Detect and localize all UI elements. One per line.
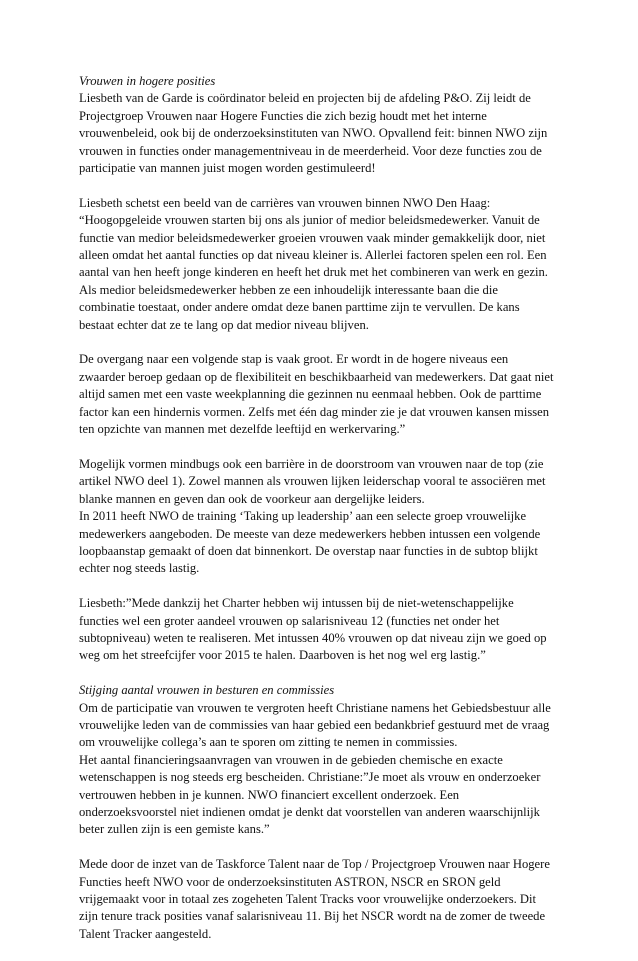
- text-line: onderzoeksvoorstel niet indienen omdat je denkt dat voorstellen van anderen waarschijnlijk: [79, 804, 540, 819]
- text-line: blanke mannen en geven dan ook de voorkeur aan dergelijke leiders.: [79, 491, 425, 506]
- text-line: Liesbeth:”Mede dankzij het Charter hebben wij intussen bij de niet-wetenschappelijke: [79, 596, 514, 611]
- text-line: zwaarder beroep gedaan op de flexibiliteit en beschikbaarheid van medewerkers. Dat gaat niet: [79, 369, 554, 384]
- text-line: In 2011 heeft NWO de training ‘Taking up leadership’ aan een selecte groep vrouwelijke: [79, 509, 527, 524]
- text-line: Projectgroep Vrouwen naar Hogere Functies die zich bezig houdt met het interne: [79, 108, 487, 123]
- text-line: Het aantal financieringsaanvragen van vrouwen in de gebieden chemische en exacte: [79, 752, 503, 767]
- document-page: [79, 73, 569, 961]
- text-line: vrouwen in functies onder managementniveau in de meerderheid. Voor deze functies zou de: [79, 143, 542, 158]
- text-line: Om de participatie van vrouwen te vergroten heeft Christiane namens het Gebiedsbestuur alle: [79, 700, 551, 715]
- text-line: Functies heeft NWO voor de onderzoeksinstituten ASTRON, NSCR en SRON geld: [79, 874, 501, 889]
- text-line: beter zullen zijn is een gemiste kans.”: [79, 822, 270, 837]
- text-line: om vrouwelijke collega’s aan te sporen om zitting te nemen in commissies.: [79, 735, 458, 750]
- text-line: “Hoogopgeleide vrouwen starten bij ons als junior of medior beleidsmedewerker. Vanuit de: [79, 213, 540, 228]
- text-line: vrouwenbeleid, ook bij de onderzoeksinstituten van NWO. Opvallend feit: binnen NWO zijn: [79, 126, 548, 141]
- text-line: vrouwelijke leden van de commissies van haar gebied een bedankbrief gestuurd met de vraag: [79, 717, 550, 732]
- body-paragraph: [79, 700, 569, 839]
- text-line: medewerkers aangeboden. De meeste van deze medewerkers hebben intussen een volgende: [79, 526, 541, 541]
- text-line: altijd samen met een vaste weekplanning die gezinnen nu eenmaal hebben. Ook de parttime: [79, 387, 542, 402]
- text-line: Als medior beleidsmedewerker hebben ze een inhoudelijk interessante baan die die: [79, 282, 498, 297]
- text-line: ten opzichte van mannen met dezelfde leeftijd en werkervaring.”: [79, 422, 406, 437]
- text-line: wetenschappen is nog steeds erg bescheiden. Christiane:”Je moet als vrouw en onderzoeker: [79, 770, 541, 785]
- text-line: Liesbeth schetst een beeld van de carrières van vrouwen binnen NWO Den Haag:: [79, 195, 491, 210]
- text-line: aantal van hen heeft jonge kinderen en heeft het druk met het combineren van werk en gezin.: [79, 265, 548, 280]
- text-line: Mede door de inzet van de Taskforce Talent naar de Top / Projectgroep Vrouwen naar Hogere: [79, 857, 550, 872]
- text-line: zijn tenure track posities vanaf salarisniveau 11. Bij het NSCR wordt na de zomer de tweede: [79, 909, 546, 924]
- text-line: vertrouwen hebben in je kunnen. NWO financiert excellent onderzoek. Een: [79, 787, 460, 802]
- body-paragraph: [79, 595, 569, 665]
- text-line: De overgang naar een volgende stap is vaak groot. Er wordt in de hogere niveaus een: [79, 352, 509, 367]
- body-paragraph: [79, 195, 569, 334]
- body-paragraph: [79, 351, 569, 438]
- text-line: vrijgemaakt voor in totaal zes zogeheten Talent Tracks voor vrouwelijke onderzoekers. Dit: [79, 892, 537, 906]
- section-heading: Vrouwen in hogere posities: [79, 74, 216, 88]
- text-line: functie van medior beleidsmedewerker groeien vrouwen vaak minder gemakkelijk door, niet: [79, 230, 546, 245]
- text-line: alleen omdat het aantal functies op dat niveau kleiner is. Allerlei factoren spelen een rol. Een: [79, 248, 547, 263]
- text-line: functies wel een groter aandeel vrouwen op salarisniveau 12 (functies net onder het: [79, 613, 500, 628]
- text-line: Talent Tracker aangesteld.: [79, 926, 212, 941]
- text-line: loopbaanstap gemaakt of doen dat binnenkort. De overstap naar functies in de subtop blijkt: [79, 543, 538, 558]
- section-heading: Stijging aantal vrouwen in besturen en commissies: [79, 683, 335, 698]
- text-line: Liesbeth van de Garde is coördinator beleid en projecten bij de afdeling P&O. Zij leidt de: [79, 91, 531, 106]
- body-paragraph: [79, 456, 569, 578]
- text-line: Mogelijk vormen mindbugs ook een barrière in de doorstroom van vrouwen naar de top (zie: [79, 456, 544, 471]
- text-line: artikel NWO deel 1). Zowel mannen als vrouwen lijken leiderschap vooral te associëren met: [79, 474, 546, 489]
- text-line: combinatie toestaat, onder andere omdat deze banen parttime zijn te vervullen. De kans: [79, 300, 520, 315]
- text-line: bestaat echter dat ze te lang op dat medior niveau blijven.: [79, 317, 369, 332]
- text-line: participatie van mannen juist mogen worden gestimuleerd!: [79, 161, 376, 176]
- body-paragraph: [79, 856, 569, 943]
- text-line: weg om het streefcijfer voor 2015 te halen. Daarboven is het nog wel erg lastig.”: [79, 648, 486, 663]
- text-line: subtopniveau) weten te realiseren. Met intussen 40% vrouwen op dat niveau zijn we goed op: [79, 630, 547, 645]
- text-line: echter nog steeds lastig.: [79, 561, 200, 576]
- text-line: factor kan een hindernis vormen. Zelfs met één dag minder zie je dat vrouwen kansen missen: [79, 404, 550, 419]
- body-paragraph: [79, 90, 569, 177]
